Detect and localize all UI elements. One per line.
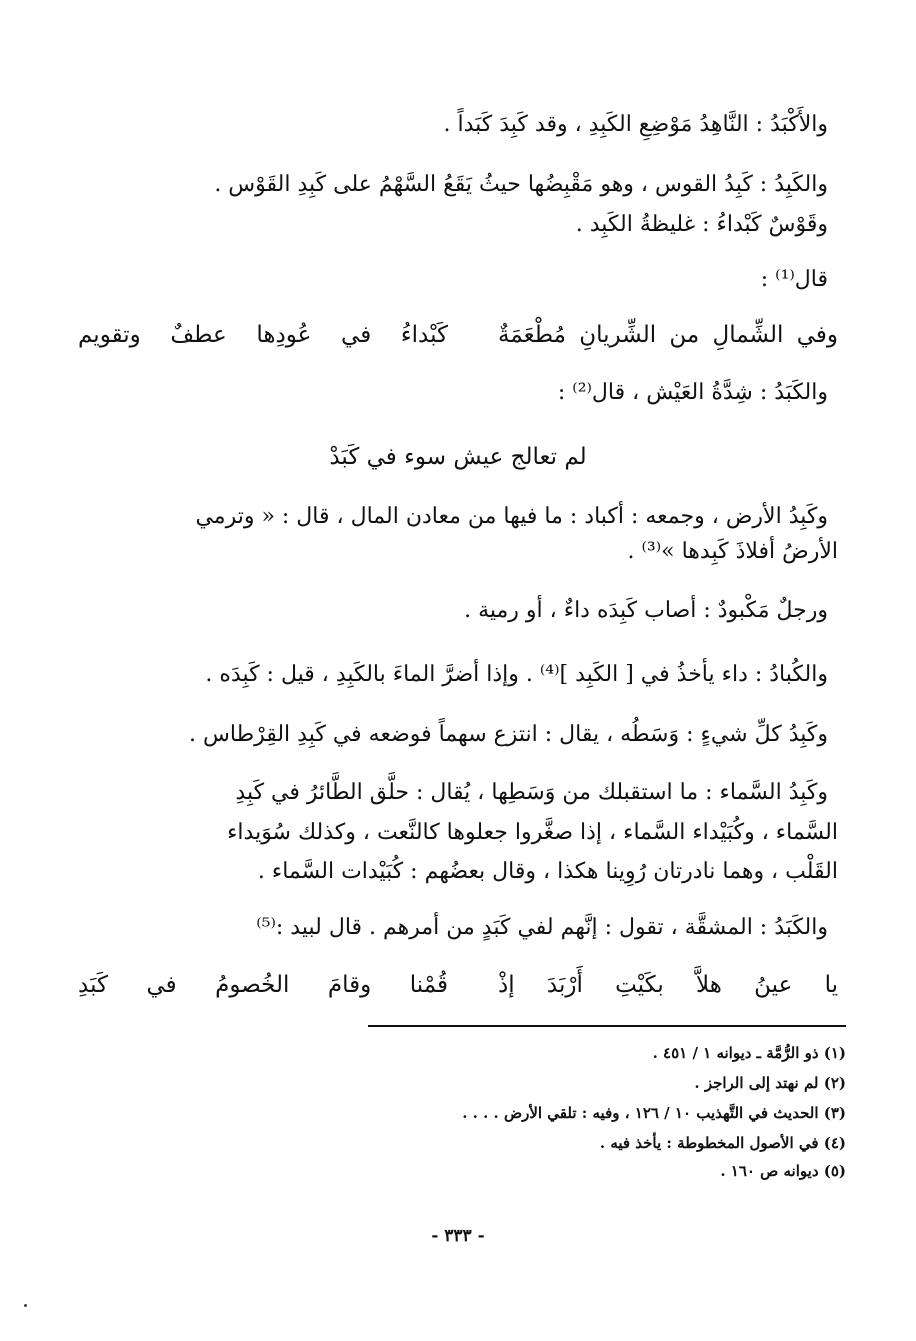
poem-verse-1-first-hemistich: وفي الشِّمالِ من الشِّريانِ مُطْعَمَةٌ — [498, 322, 838, 348]
text-line-10: وكَبِدُ كلِّ شيءٍ : وَسَطُه ، يقال : انتزع سهماً فوضعه في كَبِدِ القِرْطاس . — [189, 722, 828, 747]
poem-verse-2-first-hemistich: يا عينُ هلاَّ بكَيْتِ أَرْبَدَ إذْ — [498, 972, 838, 998]
footnote-3: (٣) الحديث في التَّهذيب ١٠ / ١٢٦ ، وفيه : تلقي الأرض . . . . — [462, 1104, 846, 1122]
text-line-14: والكَبَدُ : المشقَّة ، تقول : إنَّهم لفي كَبَدٍ من أمرهم . قال لبيد :⁽⁵⁾ — [256, 915, 828, 940]
text-line-3: وقَوْسٌ كَبْداءُ : غليظةُ الكَبِد . — [575, 212, 828, 237]
footnote-4: (٤) في الأصول المخطوطة : يأخذ فيه . — [599, 1134, 846, 1152]
text-line-2: والكَبِدُ : كَبِدُ القوس ، وهو مَقْبِضُها حيثُ يَقَعُ السَّهْمُ على كَبِدِ القَوْس . — [214, 172, 828, 197]
verse-center: لم تعالج عيش سوء في كَبَدْ — [329, 444, 587, 470]
text-line-13: القَلْب ، وهما نادرتان رُوِينا هكذا ، وقال بعضُهم : كُبَيْدات السَّماء . — [257, 859, 838, 884]
footnote-1: (١) ذو الرُّمَّة ـ ديوانه ١ / ٤٥١ . — [652, 1044, 846, 1062]
text-line-6: وكَبِدُ الأرض ، وجمعه : أكباد : ما فيها من معادن المال ، قال : « وترمي — [195, 504, 828, 529]
text-line-9: والكُبادُ : داء يأخذُ في [ الكَبِد ]⁽⁴⁾ . وإذا أضرَّ الماءَ بالكَبِدِ ، قيل : كَبِدَه . — [205, 662, 828, 687]
poem-verse-1-second-hemistich: كَبْداءُ في عُودِها عطفٌ وتقويم — [78, 322, 448, 348]
footnote-5: (٥) ديوانه ص ١٦٠ . — [720, 1162, 846, 1180]
text-line-5: والكَبَدُ : شِدَّةُ العَيْش ، قال⁽²⁾ : — [557, 380, 828, 405]
footnote-separator — [368, 1025, 846, 1027]
page-number: - ٣٣٣ - — [431, 1226, 485, 1246]
text-line-4: قال⁽¹⁾ : — [760, 267, 828, 292]
text-line-7: الأرضُ أفلاذَ كَبِدها »⁽³⁾ . — [627, 539, 838, 564]
text-line-12: السَّماء ، وكُبَيْداء السَّماء ، إذا صغَّروا جعلوها كالنَّعت ، وكذلك سُوَيداء — [227, 820, 838, 845]
scan-speck — [24, 1304, 27, 1307]
text-line-1: والأَكْبَدُ : النَّاهِدُ مَوْضِعِ الكَبِدِ ، وقد كَبِدَ كَبَداً . — [443, 112, 828, 137]
poem-verse-1 — [78, 318, 838, 352]
text-line-8: ورجلٌ مَكْبودٌ : أصاب كَبِدَه داءٌ ، أو رمية . — [464, 598, 828, 623]
text-line-11: وكَبِدُ السَّماء : ما استقبلك من وَسَطِها ، يُقال : حلَّق الطَّائرُ في كَبِدِ — [235, 780, 828, 805]
poem-verse-2 — [78, 968, 838, 1002]
footnote-2: (٢) لم نهتد إلى الراجز . — [694, 1074, 846, 1092]
poem-verse-2-second-hemistich: قُمْنا وقامَ الخُصومُ في كَبَدِ — [78, 972, 448, 998]
